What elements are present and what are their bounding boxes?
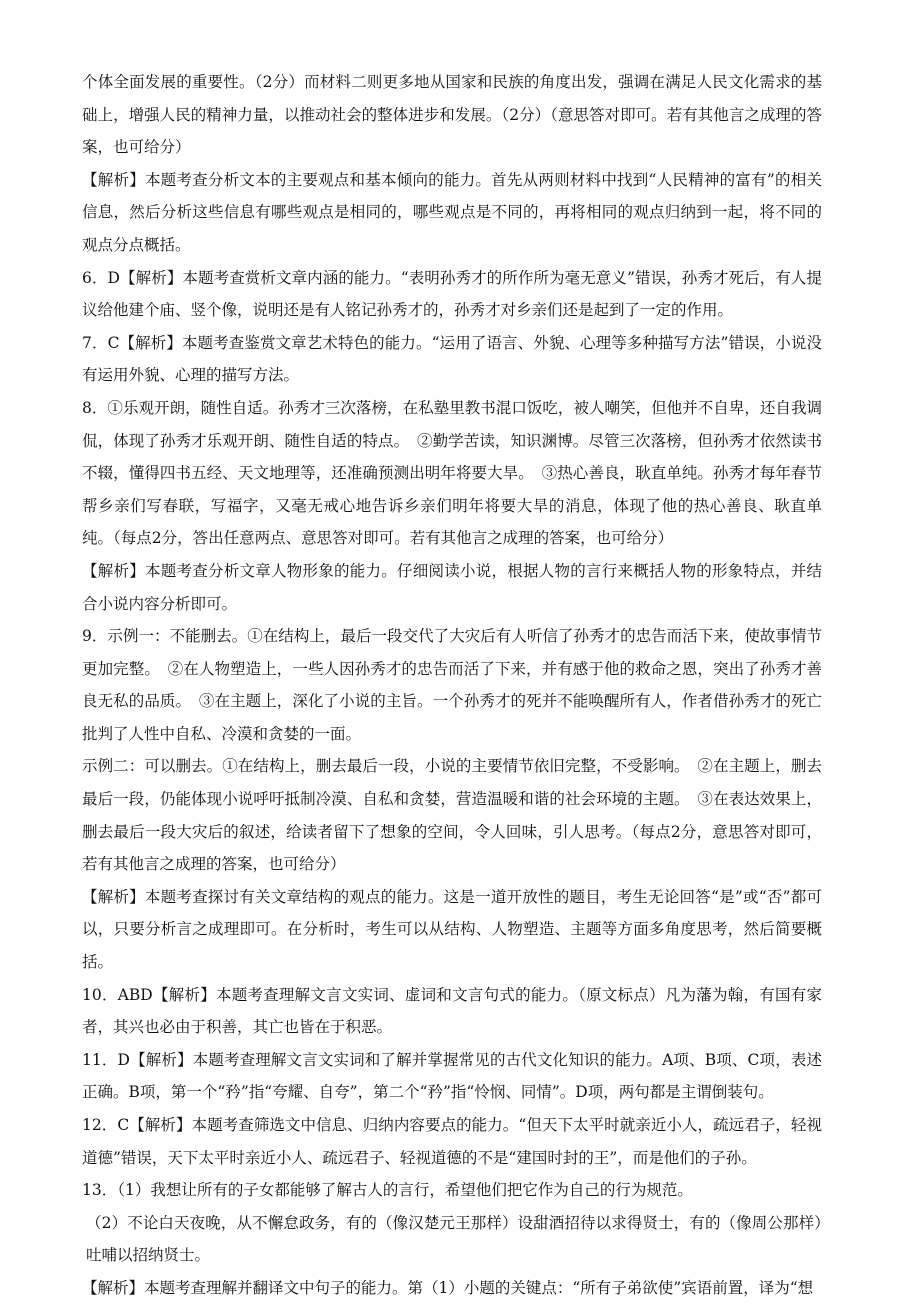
- analysis-13-paragraph: 【解析】本题考查理解并翻译文中句子的能力。第（1）小题的关键点：“所有子弟欲使”宾语前置，译为“想: [82, 1278, 814, 1297]
- answer-10-paragraph: 10．ABD【解析】本题考查理解文言文实词、虚词和文言句式的能力。（原文标点）凡为藩为翰，有国有家者，其兴也必由于积善，其亡也皆在于积恶。: [82, 985, 822, 1037]
- answer-13-2-paragraph: （2）不论白天夜晚，从不懈怠政务，有的（像汉楚元王那样）设甜酒招待以求得贤士，有的（像周公那样）吐哺以招纳贤士。: [86, 1213, 822, 1265]
- answer-6-paragraph: 6．D【解析】本题考查赏析文章内涵的能力。“表明孙秀才的所作所为毫无意义”错误，孙秀才死后，有人提议给他建个庙、竖个像，说明还是有人铭记孙秀才的，孙秀才对乡亲们还是起到了一定的作用。: [82, 268, 822, 320]
- analysis-8-paragraph: 【解析】本题考查分析文章人物形象的能力。仔细阅读小说，根据人物的言行来概括人物的形象特点，并结合小说内容分析即可。: [82, 561, 822, 613]
- answer-7-paragraph: 7．C【解析】本题考查鉴赏文章艺术特色的能力。“运用了语言、外貌、心理等多种描写方法”错误，小说没有运用外貌、心理的描写方法。: [82, 333, 822, 385]
- answer-12-paragraph: 12．C【解析】本题考查筛选文中信息、归纳内容要点的能力。“但天下太平时就亲近小人，疏远君子，轻视道德”错误，天下太平时亲近小人、疏远君子、轻视道德的不是“建国时封的王”，而是他们的子孙。: [82, 1116, 822, 1167]
- answer-9-example2-paragraph: 示例二：可以删去。①在结构上，删去最后一段，小说的主要情节依旧完整，不受影响。 ②在主题上，删去最后一段，仍能体现小说呼吁抵制冷漠、自私和贪婪，营造温暖和谐的社会环境的主题。 ③在表达效果上，删去最后一段大灾后的叙述，给读者留下了想象的空间，令人回味，引人思考。（每点2分，意思答对即可，若有其他言之成理的答案，也可给分）: [82, 757, 822, 874]
- analysis-paragraph: 【解析】本题考查分析文本的主要观点和基本倾向的能力。首先从两则材料中找到“人民精神的富有”的相关信息，然后分析这些信息有哪些观点是相同的，哪些观点是不同的，再将相同的观点归纳到一起，将不同的观点分点概括。: [82, 170, 822, 254]
- analysis-9-paragraph: 【解析】本题考查探讨有关文章结构的观点的能力。这是一道开放性的题目，考生无论回答“是”或“否”都可以，只要分析言之成理即可。在分析时，考生可以从结构、人物塑造、主题等方面多角度思考，然后简要概括。: [82, 887, 822, 972]
- answer-paragraph: 个体全面发展的重要性。（2分）而材料二则更多地从国家和民族的角度出发，强调在满足人民文化需求的基础上，增强人民的精神力量，以推动社会的整体进步和发展。（2分）（意思答对即可。若有其他言之成理的答案，也可给分）: [82, 73, 822, 157]
- answer-13-1-paragraph: 13．（1）我想让所有的子女都能够了解古人的言行，希望他们把它作为自己的行为规范。: [82, 1181, 693, 1200]
- answer-8-paragraph: 8．①乐观开朗，随性自适。孙秀才三次落榜，在私塾里教书混口饭吃，被人嘲笑，但他并不自卑，还自我调侃，体现了孙秀才乐观开朗、随性自适的特点。 ②勤学苦读，知识渊博。尽管三次落榜，但孙秀才依然读书不辍，懂得四书五经、天文地理等，还准确预测出明年将要大旱。 ③热心善良，耿直单纯。孙秀才每年春节帮乡亲们写春联，写福字，又毫无戒心地告诉乡亲们明年将要大旱的消息，体现了他的热心善良、耿直单纯。（每点2分，答出任意两点、意思答对即可。若有其他言之成理的答案，也可给分）: [82, 398, 822, 548]
- answer-9-example1-paragraph: 9．示例一：不能删去。①在结构上，最后一段交代了大灾后有人听信了孙秀才的忠告而活下来，使故事情节更加完整。 ②在人物塑造上，一些人因孙秀才的忠告而活了下来，并有感于他的救命之恩，突出了孙秀才善良无私的品质。 ③在主题上，深化了小说的主旨。一个孙秀才的死并不能唤醒所有人，作者借孙秀才的死亡批判了人性中自私、冷漠和贪婪的一面。: [82, 627, 822, 743]
- answer-11-paragraph: 11．D【解析】本题考查理解文言文实词和了解并掌握常见的古代文化知识的能力。A项、B项、C项，表述正确。B项，第一个“矜”指“夸耀、自夸”，第二个“矜”指“怜悯、同情”。D项，两句都是主谓倒装句。: [82, 1050, 822, 1102]
